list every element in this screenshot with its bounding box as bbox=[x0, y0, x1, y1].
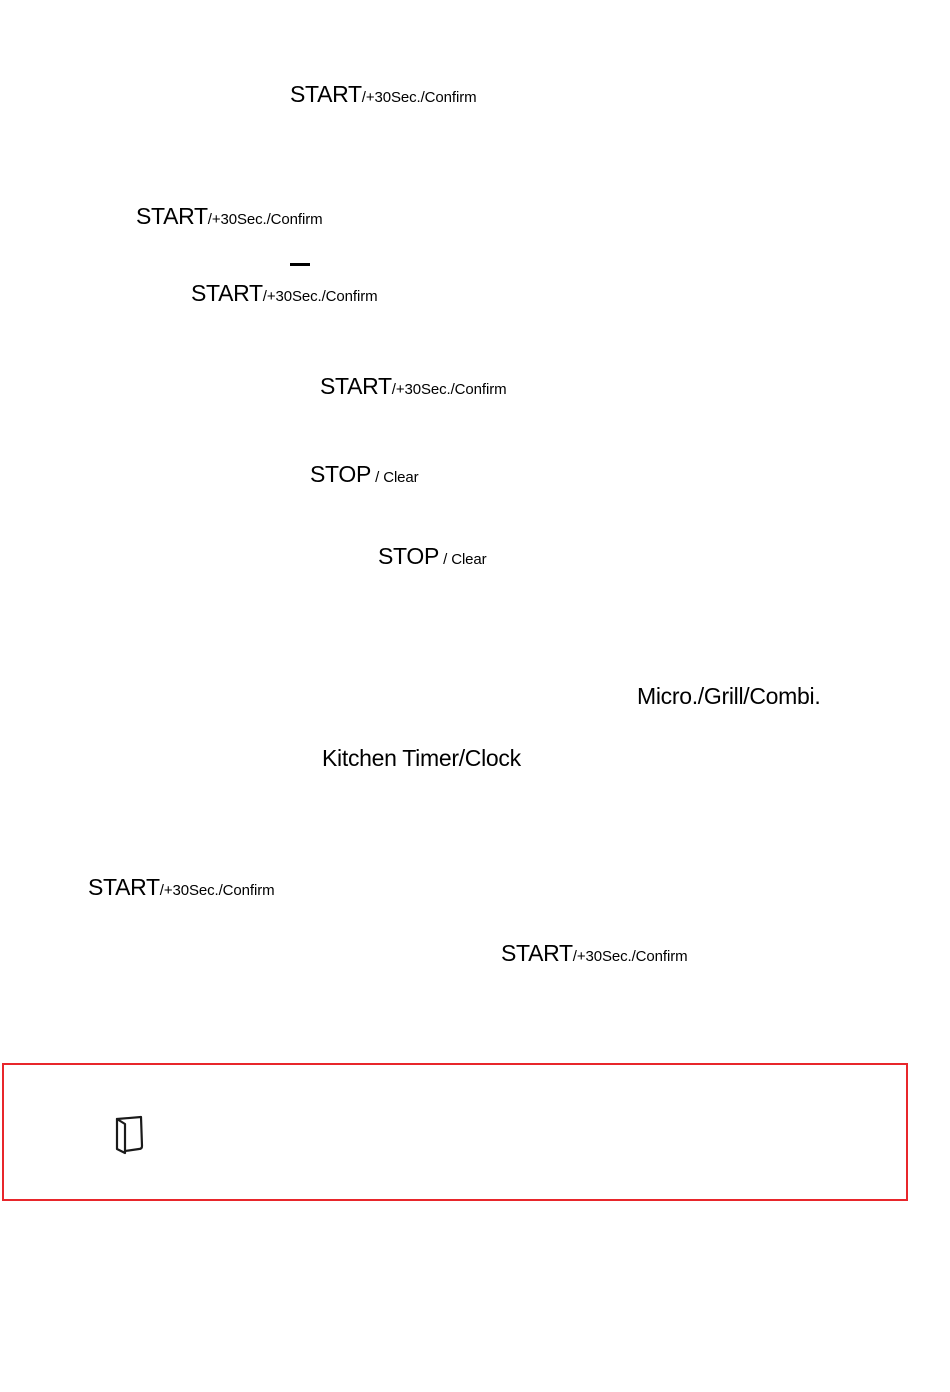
stop-label-main: STOP bbox=[378, 543, 440, 569]
stop-label-main: STOP bbox=[310, 461, 372, 487]
start-label-main: START bbox=[191, 280, 263, 306]
start-label-suffix: /+30Sec./Confirm bbox=[262, 288, 378, 305]
start-label-main: START bbox=[501, 940, 573, 966]
stop-label-suffix: / Clear bbox=[439, 551, 487, 568]
start-label-suffix: /+30Sec./Confirm bbox=[207, 211, 323, 228]
start-label-main: START bbox=[290, 81, 362, 107]
start-label-main: START bbox=[136, 203, 208, 229]
start-label-main: START bbox=[320, 373, 392, 399]
stop-label-suffix: / Clear bbox=[371, 469, 419, 486]
start-button-label bbox=[88, 876, 274, 899]
start-label-suffix: /+30Sec./Confirm bbox=[159, 882, 275, 899]
mode-button-label: Micro./Grill/Combi. bbox=[637, 683, 821, 709]
stop-button-label bbox=[310, 463, 419, 486]
kitchen-timer-clock-label: Kitchen Timer/Clock bbox=[322, 745, 521, 771]
start-button-label bbox=[320, 375, 506, 398]
start-label-suffix: /+30Sec./Confirm bbox=[361, 89, 477, 106]
start-label-main: START bbox=[88, 874, 160, 900]
start-button-label bbox=[136, 205, 322, 228]
start-button-label bbox=[501, 942, 687, 965]
start-button-label bbox=[290, 83, 476, 106]
note-icon bbox=[114, 1115, 146, 1155]
start-label-suffix: /+30Sec./Confirm bbox=[572, 948, 688, 965]
stop-button-label bbox=[378, 545, 487, 568]
start-label-suffix: /+30Sec./Confirm bbox=[391, 381, 507, 398]
start-button-label bbox=[191, 282, 377, 305]
minus-icon bbox=[290, 263, 310, 266]
